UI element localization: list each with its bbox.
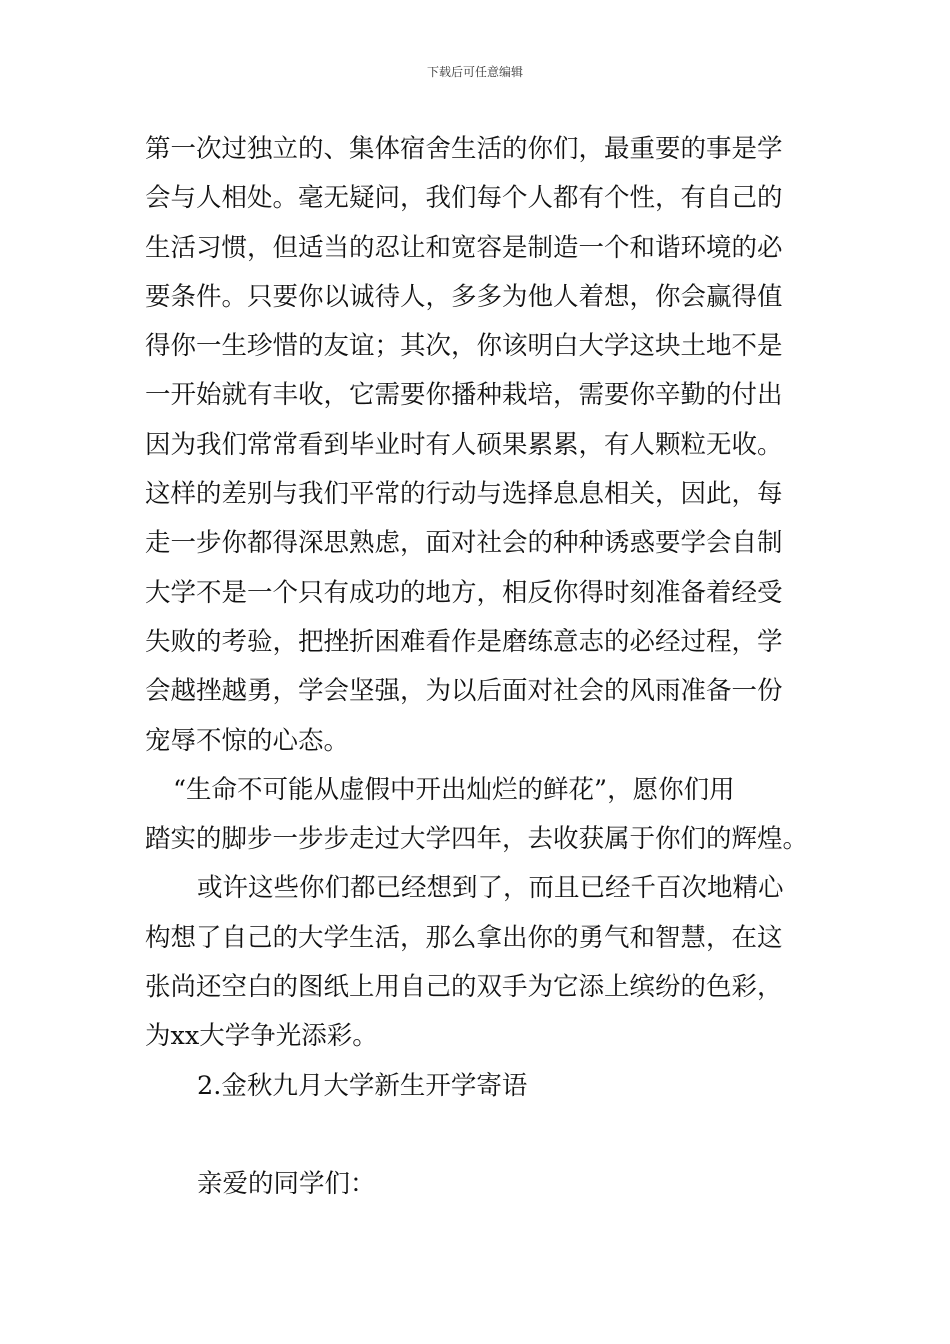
text-line: 宠辱不惊的心态。 [145, 725, 350, 756]
blank-line [145, 1111, 810, 1160]
text-line: 一开始就有丰收，它需要你播种栽培，需要你辛勤的付出 [145, 380, 783, 411]
text-line: 构想了自己的大学生活，那么拿出你的勇气和智慧，在这 [145, 922, 783, 953]
page-header: 下载后可任意编辑 [426, 65, 523, 79]
text-line: 张尚还空白的图纸上用自己的双手为它添上缤纷的色彩， [145, 972, 783, 1003]
salutation: 亲爱的同学们： [197, 1169, 376, 1200]
text-line: 要条件。只要你以诚待人，多多为他人着想，你会赢得值 [145, 281, 783, 312]
text-line: 这样的差别与我们平常的行动与选择息息相关，因此，每 [145, 479, 783, 510]
text-line: 得你一生珍惜的友谊；其次，你该明白大学这块土地不是 [145, 331, 783, 362]
text-line: 第一次过独立的、集体宿舍生活的你们，最重要的事是学 [145, 134, 783, 164]
text-line: 走一步你都得深思熟虑，面对社会的种种诱惑要学会自制 [145, 528, 783, 559]
document-body [145, 125, 810, 1210]
section-heading: 2.金秋九月大学新生开学寄语 [197, 1070, 528, 1101]
text-line: 失败的考验，把挫折困难看作是磨练意志的必经过程，学 [145, 626, 783, 657]
text-line: 会越挫越勇，学会坚强，为以后面对社会的风雨准备一份 [145, 676, 783, 707]
text-line: 踏实的脚步一步步走过大学四年，去收获属于你们的辉煌。 [145, 824, 809, 855]
text-line: “生命不可能从虚假中开出灿烂的鲜花”，愿你们用 [173, 774, 735, 805]
text-line: 大学不是一个只有成功的地方，相反你得时刻准备着经受 [145, 577, 783, 608]
text-line: 生活习惯，但适当的忍让和宽容是制造一个和谐环境的必 [145, 232, 783, 263]
text-line: 会与人相处。毫无疑问，我们每个人都有个性，有自己的 [145, 183, 783, 214]
text-line: 因为我们常常看到毕业时有人硕果累累，有人颗粒无收。 [145, 429, 783, 460]
text-line: 为xx大学争光添彩。 [145, 1021, 378, 1052]
text-line: 或许这些你们都已经想到了，而且已经千百次地精心 [197, 873, 784, 904]
